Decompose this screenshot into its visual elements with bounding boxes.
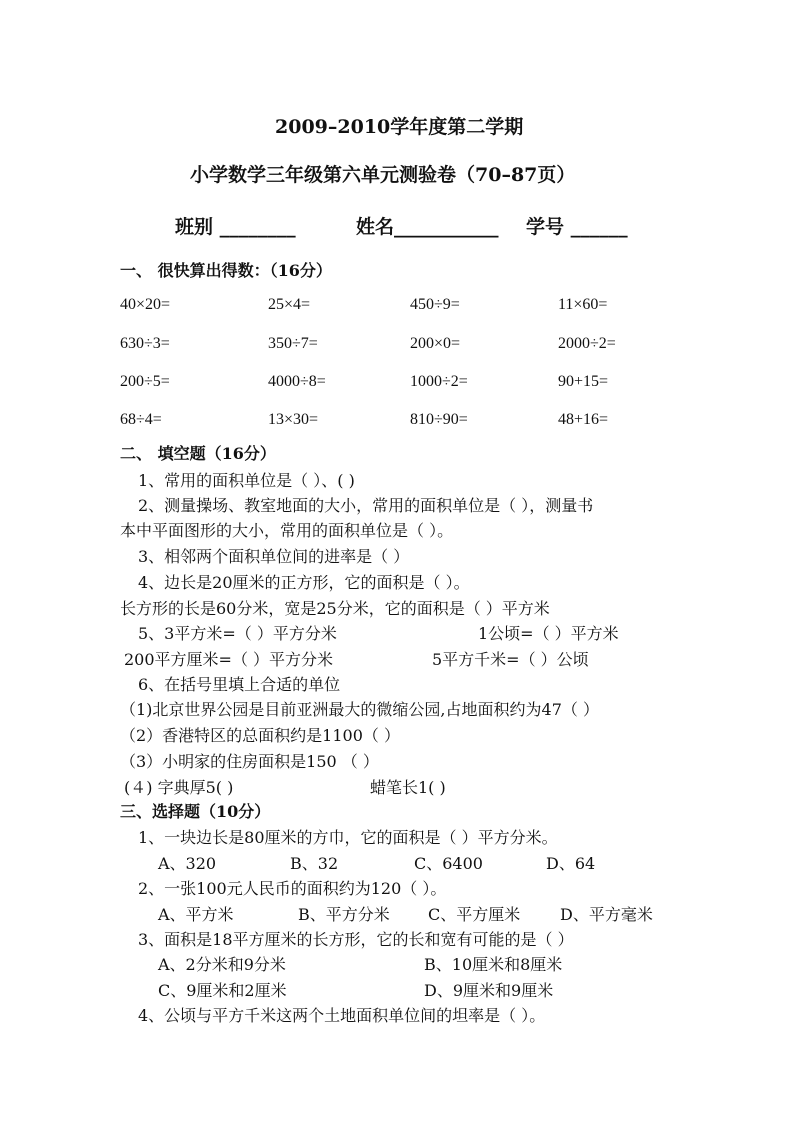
question-2-6: 6、在括号里填上合适的单位	[138, 675, 341, 694]
calc-item: 200×0=	[410, 335, 461, 352]
question-2-4-cont: 长方形的长是60分米，宽是25分米，它的面积是（ ）平方米	[120, 599, 550, 618]
calc-item: 4000÷8=	[268, 373, 326, 390]
calc-item: 1000÷2=	[410, 373, 468, 390]
section3-title: 三、选择题（10分）	[120, 802, 271, 821]
option-d: D、64	[546, 854, 596, 873]
question-2-2: 2、测量操场、教室地面的大小，常用的面积单位是（ ），测量书	[138, 496, 594, 515]
question-2-4: 4、边长是20厘米的正方形，它的面积是（ ）。	[138, 573, 470, 592]
exam-term-title: 2009–2010学年度第二学期	[275, 116, 524, 138]
question-2-5a: 5、3平方米=（ ）平方分米	[138, 624, 337, 643]
calc-item: 25×4=	[268, 296, 311, 313]
option-a: A、平方米	[158, 905, 234, 924]
question-2-6-3: （3）小明家的住房面积是150 （ ）	[120, 752, 379, 771]
calc-item: 450÷9=	[410, 296, 460, 313]
calc-item: 11×60=	[558, 296, 608, 313]
question-3-1: 1、一块边长是80厘米的方巾，它的面积是（ ）平方分米。	[138, 828, 558, 847]
calc-item: 13×30=	[268, 411, 319, 428]
calc-item: 350÷7=	[268, 335, 318, 352]
option-b: B、10厘米和8厘米	[424, 955, 563, 974]
option-b: B、32	[290, 854, 339, 873]
calc-item: 2000÷2=	[558, 335, 616, 352]
question-2-2-cont: 本中平面图形的大小，常用的面积单位是（ ）。	[120, 521, 454, 540]
question-2-6-4b: 蜡笔长1( )	[370, 778, 446, 797]
option-a: A、320	[158, 854, 217, 873]
option-d: D、9厘米和9厘米	[424, 981, 554, 1000]
question-3-3: 3、面积是18平方厘米的长方形，它的长和宽有可能的是（ ）	[138, 930, 574, 949]
calc-item: 810÷90=	[410, 411, 468, 428]
question-2-5c: 200平方厘米=（ ）平方分米	[124, 650, 334, 669]
option-c: C、平方厘米	[428, 905, 521, 924]
option-c: C、9厘米和2厘米	[158, 981, 287, 1000]
calc-item: 68÷4=	[120, 411, 162, 428]
question-2-3: 3、相邻两个面积单位间的进率是（ ）	[138, 547, 410, 566]
question-2-6-4a: (４) 字典厚5( )	[124, 778, 234, 797]
option-c: C、6400	[414, 854, 483, 873]
name-field[interactable]: 姓名___________	[356, 216, 499, 238]
student-number-field[interactable]: 学号 ______	[526, 216, 628, 238]
option-a: A、2分米和9分米	[158, 955, 286, 974]
calc-item: 200÷5=	[120, 373, 170, 390]
section2-title: 二、 填空题（16分）	[120, 444, 276, 463]
option-b: B、平方分米	[298, 905, 390, 924]
question-3-4: 4、公顷与平方千米这两个土地面积单位间的坦率是（ ）。	[138, 1006, 546, 1025]
question-2-5b: 1公顷=（ ）平方米	[478, 624, 619, 643]
calc-item: 40×20=	[120, 296, 171, 313]
question-2-5d: 5平方千米=（ ）公顷	[432, 650, 589, 669]
option-d: D、平方毫米	[560, 905, 653, 924]
calc-item: 90+15=	[558, 373, 609, 390]
calc-item: 48+16=	[558, 411, 609, 428]
class-field[interactable]: 班别 ________	[175, 216, 296, 238]
question-2-6-2: （2）香港特区的总面积约是1100（ ）	[120, 726, 400, 745]
question-2-6-1: （1)北京世界公园是目前亚洲最大的微缩公园,占地面积约为47（ ）	[120, 700, 599, 719]
question-2-1: 1、常用的面积单位是（ ）、( )	[138, 471, 355, 490]
section1-title: 一、 很快算出得数：（16分）	[120, 261, 332, 280]
question-3-2: 2、一张100元人民币的面积约为120（ ）。	[138, 879, 447, 898]
calc-item: 630÷3=	[120, 335, 170, 352]
exam-title: 小学数学三年级第六单元测验卷（70–87页）	[190, 164, 576, 186]
